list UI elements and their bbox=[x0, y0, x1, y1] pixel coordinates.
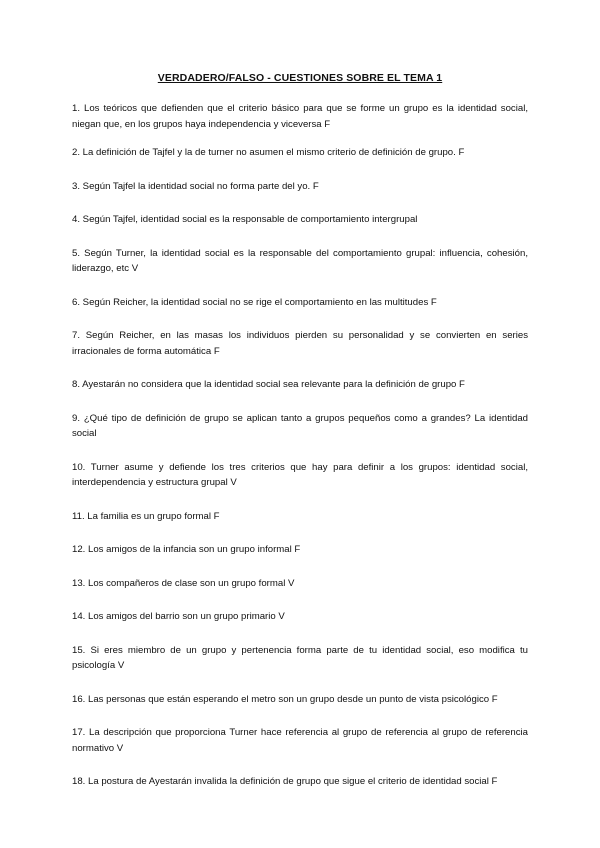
question-18: 18. La postura de Ayestarán invalida la definición de grupo que sigue el criterio de identidad social F bbox=[72, 776, 498, 787]
question-1: 1. Los teóricos que defienden que el criterio básico para que se forme un grupo es la identidad social, niegan que, en los grupos haya independencia y viceversa F bbox=[72, 103, 528, 130]
question-15: 15. Si eres miembro de un grupo y pertenencia forma parte de tu identidad social, eso modifica tu psicología V bbox=[72, 644, 528, 671]
question-4: 4. Según Tajfel, identidad social es la responsable de comportamiento intergrupal bbox=[72, 214, 418, 225]
question-17: 17. La descripción que proporciona Turner hace referencia al grupo de referencia al grupo de referencia normativo V bbox=[72, 727, 528, 754]
document-title: VERDADERO/FALSO - CUESTIONES SOBRE EL TEMA 1 bbox=[157, 72, 443, 84]
question-7: 7. Según Reicher, en las masas los individuos pierden su personalidad y se convierten en series irracionales de forma automática F bbox=[72, 330, 528, 357]
question-14: 14. Los amigos del barrio son un grupo primario V bbox=[72, 611, 285, 622]
question-6: 6. Según Reicher, la identidad social no se rige el comportamiento en las multitudes F bbox=[72, 296, 437, 308]
question-16: 16. Las personas que están esperando el metro son un grupo desde un punto de vista psicológico F bbox=[72, 693, 498, 705]
question-8: 8. Ayestarán no considera que la identidad social sea relevante para la definición de grupo F bbox=[72, 379, 465, 390]
question-9: 9. ¿Qué tipo de definición de grupo se aplican tanto a grupos pequeños como a grandes? La identidad social bbox=[72, 412, 528, 439]
question-12: 12. Los amigos de la infancia son un grupo informal F bbox=[72, 544, 301, 555]
question-5: 5. Según Turner, la identidad social es la responsable del comportamiento grupal: influencia, cohesión, liderazgo, etc V bbox=[72, 247, 528, 274]
question-13: 13. Los compañeros de clase son un grupo formal V bbox=[72, 577, 295, 589]
question-3: 3. Según Tajfel la identidad social no forma parte del yo. F bbox=[72, 180, 319, 192]
question-11: 11. La familia es un grupo formal F bbox=[72, 510, 220, 522]
question-10: 10. Turner asume y defiende los tres criterios que hay para definir a los grupos: identidad social, interdependencia y estructura grupal V bbox=[72, 461, 528, 488]
question-2: 2. La definición de Tajfel y la de turner no asumen el mismo criterio de definición de grupo. F bbox=[72, 147, 465, 158]
